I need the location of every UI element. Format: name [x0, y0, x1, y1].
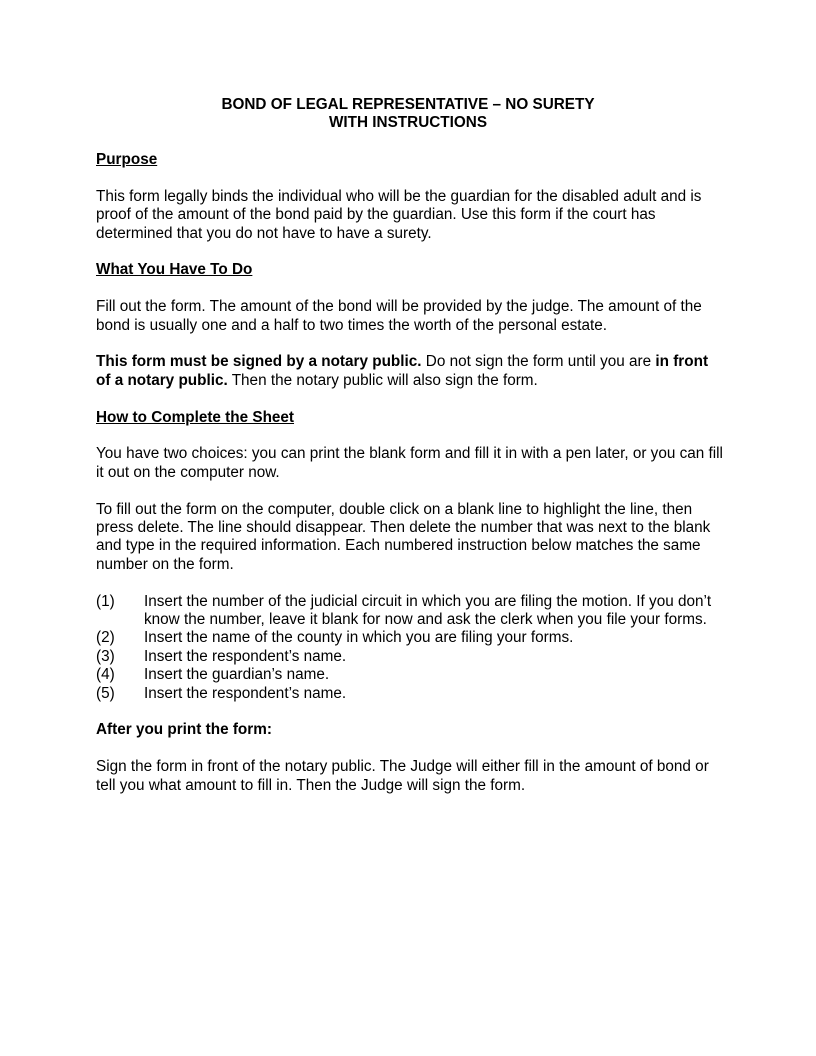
instruction-text: Insert the respondent’s name.	[144, 647, 347, 665]
how-to-heading: How to Complete the Sheet	[96, 408, 295, 426]
instruction-text: Insert the name of the county in which you are filing your forms.	[144, 629, 574, 647]
instruction-item-4	[96, 666, 724, 684]
instruction-item-2	[96, 629, 724, 647]
notary-bold-1: This form must be signed by a notary public.	[96, 353, 422, 371]
what-to-do-heading: What You Have To Do	[96, 261, 253, 279]
purpose-text: This form legally binds the individual who will be the guardian for the disabled adult and is proof of the amount of the bond paid by the guardian. Use this form if the court has determined that you do not have to have a surety.	[96, 187, 702, 242]
after-print-text: Sign the form in front of the notary public. The Judge will either fill in the amount of bond or tell you what amount to fill in. Then the Judge will sign the form.	[96, 758, 709, 794]
notary-text-1: Do not sign the form until you are	[421, 353, 656, 371]
instruction-number: (3)	[96, 647, 115, 665]
instruction-text: Insert the number of the judicial circuit in which you are filing the motion. If you don’t know the number, leave it blank for now and ask the clerk when you file your forms.	[144, 592, 712, 629]
instruction-text: Insert the guardian’s name.	[144, 666, 330, 684]
notary-paragraph	[96, 353, 724, 390]
how-to-text-2: To fill out the form on the computer, double click on a blank line to highlight the line, then press delete. The line should disappear. Then delete the number that was next to the blank and type in the required information. Each numbered instruction below matches the same number on the form.	[96, 500, 711, 573]
document-title	[96, 96, 720, 133]
how-to-text-1: You have two choices: you can print the blank form and fill it in with a pen later, or you can fill it out on the computer now.	[96, 445, 723, 481]
instruction-number: (4)	[96, 666, 115, 684]
instruction-number: (2)	[96, 629, 115, 647]
notary-text-2: Then the notary public will also sign the form.	[227, 371, 538, 389]
title-line-1: BOND OF LEGAL REPRESENTATIVE – NO SURETY	[221, 96, 595, 113]
instruction-list	[96, 593, 724, 703]
what-to-do-text: Fill out the form. The amount of the bond will be provided by the judge. The amount of the bond is usually one and a half to two times the worth of the personal estate.	[96, 298, 702, 334]
document-body	[96, 151, 724, 795]
instruction-item-3	[96, 648, 724, 666]
instruction-item-1	[96, 593, 724, 630]
purpose-heading: Purpose	[96, 151, 158, 168]
after-print-heading: After you print the form:	[96, 721, 272, 739]
instruction-number: (1)	[96, 592, 115, 610]
title-line-2: WITH INSTRUCTIONS	[328, 114, 488, 132]
instruction-text: Insert the respondent’s name.	[144, 684, 347, 702]
instruction-number: (5)	[96, 684, 115, 702]
notary-bold-2: in front of a notary public.	[96, 353, 709, 389]
instruction-item-5	[96, 685, 724, 703]
